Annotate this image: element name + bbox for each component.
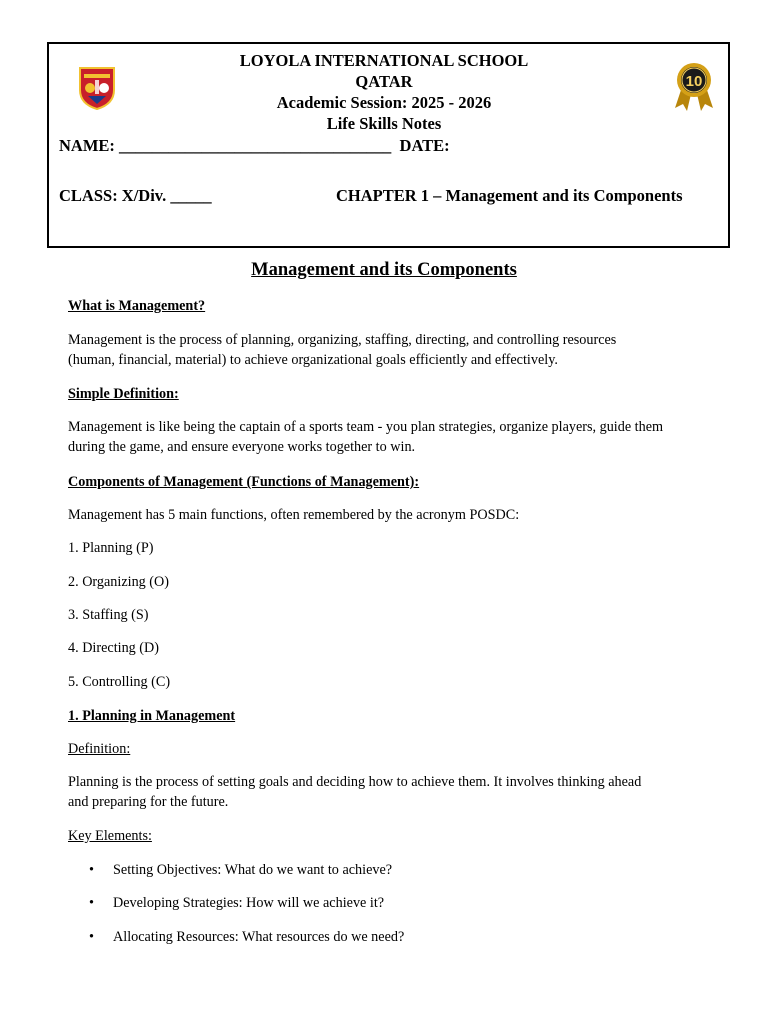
- class-division-line: CLASS: X/Div. _____: [59, 186, 212, 205]
- section-heading-components: Components of Management (Functions of Management):: [68, 474, 420, 490]
- bullet-icon: •: [89, 862, 94, 878]
- paragraph-line: Management has 5 main functions, often remembered by the acronym POSDC:: [68, 507, 520, 523]
- section-heading-simple: Simple Definition:: [68, 386, 179, 402]
- bullet-icon: •: [89, 929, 94, 945]
- section-heading-planning: 1. Planning in Management: [68, 708, 236, 724]
- list-item: 5. Controlling (C): [68, 674, 171, 690]
- page-title: Management and its Components: [251, 260, 517, 280]
- academic-session: Academic Session: 2025 - 2026: [276, 93, 492, 112]
- school-country: QATAR: [355, 72, 413, 91]
- list-item: 1. Planning (P): [68, 540, 154, 556]
- paragraph-line: Management is like being the captain of a sports team - you plan strategies, organize players, guide them: [68, 419, 664, 435]
- bullet-icon: •: [89, 895, 94, 911]
- paragraph-line: and preparing for the future.: [68, 794, 229, 810]
- chapter-title: CHAPTER 1 – Management and its Components: [336, 186, 683, 205]
- list-item: 4. Directing (D): [68, 640, 160, 656]
- school-name: LOYOLA INTERNATIONAL SCHOOL: [239, 51, 529, 70]
- name-date-line: NAME: _________________________________ DATE:: [59, 136, 450, 155]
- paragraph-line: Management is the process of planning, organizing, staffing, directing, and controlling resources: [68, 332, 617, 348]
- list-item: Allocating Resources: What resources do we need?: [113, 929, 405, 945]
- definition-label: Definition:: [68, 741, 131, 757]
- list-item: 3. Staffing (S): [68, 607, 149, 623]
- list-item: 2. Organizing (O): [68, 574, 169, 590]
- list-item: Developing Strategies: How will we achieve it?: [113, 895, 385, 911]
- key-elements-label: Key Elements:: [68, 828, 152, 844]
- paragraph-line: (human, financial, material) to achieve organizational goals efficiently and effectively.: [68, 352, 558, 368]
- subject-notes: Life Skills Notes: [326, 114, 442, 133]
- paragraph-line: Planning is the process of setting goals and deciding how to achieve them. It involves thinking ahead: [68, 774, 642, 790]
- section-heading-what: What is Management?: [68, 298, 206, 314]
- list-item: Setting Objectives: What do we want to achieve?: [113, 862, 393, 878]
- paragraph-line: during the game, and ensure everyone works together to win.: [68, 439, 416, 455]
- badge-number: 10: [685, 73, 703, 90]
